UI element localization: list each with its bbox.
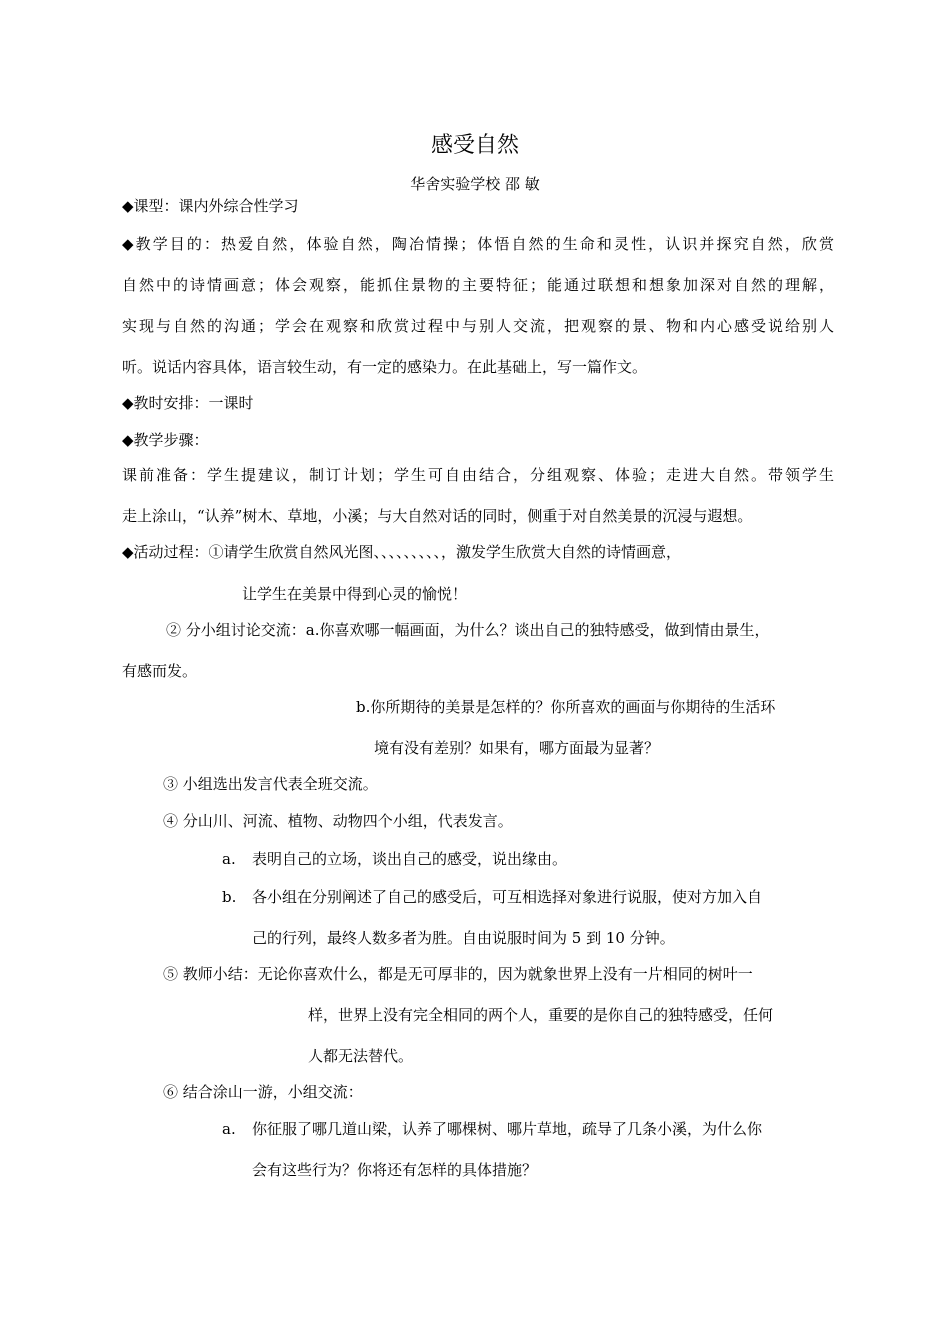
activity-step-1-cont: 让学生在美景中得到心灵的愉悦！ bbox=[242, 585, 468, 603]
activity-step-4b-cont: 己的行列，最终人数多者为胜。自由说服时间为 5 到 10 分钟。 bbox=[252, 929, 675, 947]
list-marker: a. bbox=[222, 1120, 236, 1138]
steps-heading: ◆教学步骤： bbox=[122, 431, 209, 449]
preparation-line-1: 课前准备：学生提建议，制订计划；学生可自由结合，分组观察、体验；走进大自然。带领学生 bbox=[122, 466, 834, 484]
list-marker: a. bbox=[222, 850, 236, 868]
activity-step-5-cont-2: 人都无法替代。 bbox=[308, 1047, 414, 1065]
page-title: 感受自然 bbox=[430, 133, 519, 158]
activity-step-4b: 各小组在分别阐述了自己的感受后，可互相选择对象进行说服，使对方加入自 bbox=[252, 888, 763, 906]
activity-step-2b: b.你所期待的美景是怎样的？你所喜欢的画面与你期待的生活环 bbox=[356, 698, 776, 716]
activity-step-2b-cont: 境有没有差别？如果有，哪方面最为显著？ bbox=[374, 739, 660, 757]
list-marker: b. bbox=[222, 888, 237, 906]
objective-line-2: 自然中的诗情画意；体会观察，能抓住景物的主要特征；能通过联想和想象加深对自然的理解， bbox=[122, 276, 834, 294]
activity-step-6a-cont: 会有这些行为？你将还有怎样的具体措施？ bbox=[252, 1161, 538, 1179]
activity-step-6a: 你征服了哪几道山梁，认养了哪棵树、哪片草地，疏导了几条小溪，为什么你 bbox=[252, 1120, 763, 1138]
preparation-line-2: 走上涂山，“认养”树木、草地，小溪；与大自然对话的同时，侧重于对自然美景的沉浸与遐想。 bbox=[122, 507, 753, 525]
objective-line-1: ◆教学目的：热爱自然，体验自然，陶冶情操；体悟自然的生命和灵性，认识并探究自然，欣赏 bbox=[122, 235, 834, 253]
activity-step-5-cont-1: 样，世界上没有完全相同的两个人，重要的是你自己的独特感受，任何 bbox=[308, 1006, 774, 1024]
activity-step-2-cont: 有感而发。 bbox=[122, 662, 198, 680]
author-line: 华舍实验学校 邵 敏 bbox=[410, 175, 540, 193]
activity-step-4a: 表明自己的立场，谈出自己的感受，说出缘由。 bbox=[252, 850, 568, 868]
schedule-line: ◆教时安排：一课时 bbox=[122, 394, 254, 412]
activity-step-1: ◆活动过程：①请学生欣赏自然风光图、、、、、、、、、，激发学生欣赏大自然的诗情画意， bbox=[122, 543, 682, 561]
objective-line-4: 听。说话内容具体，语言较生动，有一定的感染力。在此基础上，写一篇作文。 bbox=[122, 358, 648, 376]
course-type-line: ◆课型：课内外综合性学习 bbox=[122, 197, 299, 215]
activity-step-2: ② 分小组讨论交流：a.你喜欢哪一幅画面，为什么？谈出自己的独特感受，做到情由景生， bbox=[166, 621, 770, 639]
activity-step-5: ⑤ 教师小结：无论你喜欢什么，都是无可厚非的，因为就象世界上没有一片相同的树叶一 bbox=[163, 965, 753, 983]
activity-step-3: ③ 小组选出发言代表全班交流。 bbox=[163, 775, 378, 793]
objective-line-3: 实现与自然的沟通；学会在观察和欣赏过程中与别人交流，把观察的景、物和内心感受说给别人 bbox=[122, 317, 834, 335]
activity-step-6: ⑥ 结合涂山一游，小组交流： bbox=[163, 1083, 363, 1101]
activity-step-4: ④ 分山川、河流、植物、动物四个小组，代表发言。 bbox=[163, 812, 513, 830]
